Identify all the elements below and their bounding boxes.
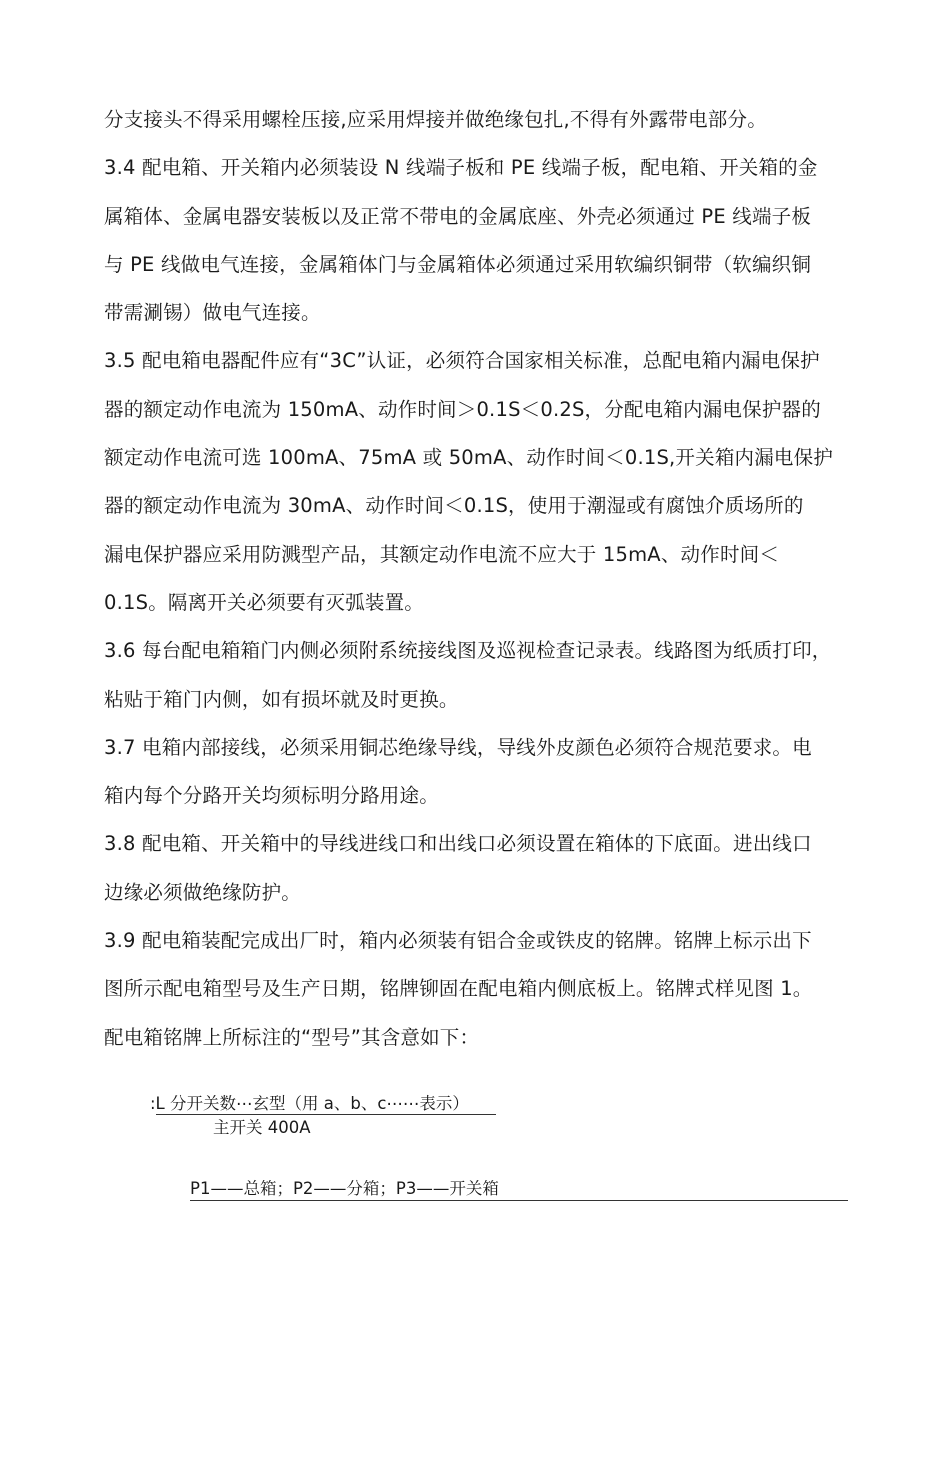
text-line: 箱内每个分路开关均须标明分路用途。 <box>104 784 439 808</box>
paragraph-3-9 <box>104 917 856 1062</box>
text-line: 边缘必须做绝缘防护。 <box>104 880 302 904</box>
text-line: 器的额定动作电流为 30mA、动作时间＜0.1S，使用于潮湿或有腐蚀介质场所的 <box>104 494 804 518</box>
text-line: 0.1S。隔离开关必须要有灭弧装置。 <box>104 590 424 614</box>
text-line: 属箱体、金属电器安装板以及正常不带电的金属底座、外壳必须通过 PE 线端子板 <box>104 204 812 228</box>
text-line: 3.6 每台配电箱箱门内侧必须附系统接线图及巡视检查记录表。线路图为纸质打印， <box>104 639 832 663</box>
diagram-label-switch-count: :L 分开关数⋯玄型（用 a、b、c⋯⋯表示） <box>150 1094 469 1113</box>
body-text <box>104 96 856 1062</box>
paragraph-3-5 <box>104 337 856 627</box>
text-line: 3.5 配电箱电器配件应有“3C”认证，必须符合国家相关标准，总配电箱内漏电保护 <box>104 349 820 373</box>
text-line: 粘贴于箱门内侧，如有损坏就及时更换。 <box>104 687 459 711</box>
diagram-underline <box>190 1200 848 1201</box>
paragraph-3-6 <box>104 627 856 724</box>
text-line: 分支接头不得采用螺栓压接,应采用焊接并做绝缘包扎,不得有外露带电部分。 <box>104 108 767 131</box>
text-line: 器的额定动作电流为 150mA、动作时间＞0.1S＜0.2S，分配电箱内漏电保护器的 <box>104 397 821 421</box>
text-line: 3.9 配电箱装配完成出厂时，箱内必须装有铝合金或铁皮的铭牌。铭牌上标示出下 <box>104 929 812 953</box>
paragraph-3-7 <box>104 724 856 821</box>
paragraph-3-8 <box>104 820 856 917</box>
diagram-label-main-switch: 主开关 400A <box>213 1118 311 1137</box>
diagram-label-box-type: P1——总箱；P2——分箱；P3——开关箱 <box>190 1179 499 1198</box>
text-line: 带需涮锡）做电气连接。 <box>104 301 321 325</box>
text-line: 3.7 电箱内部接线，必须采用铜芯绝缘导线，导线外皮颜色必须符合规范要求。电 <box>104 735 812 759</box>
text-line: 与 PE 线做电气连接，金属箱体门与金属箱体必须通过采用软编织铜带（软编织铜 <box>104 252 812 276</box>
text-line: 3.4 配电箱、开关箱内必须装设 N 线端子板和 PE 线端子板，配电箱、开关箱的金 <box>104 156 818 180</box>
text-line: 漏电保护器应采用防溅型产品，其额定动作电流不应大于 15mA、动作时间＜ <box>104 542 780 566</box>
paragraph-3-4 <box>104 144 856 337</box>
text-line: 3.8 配电箱、开关箱中的导线进线口和出线口必须设置在箱体的下底面。进出线口 <box>104 832 812 856</box>
diagram-underline <box>156 1114 496 1115</box>
text-line: 额定动作电流可选 100mA、75mA 或 50mA、动作时间＜0.1S,开关箱内漏电保护 <box>104 446 834 470</box>
text-line: 图所示配电箱型号及生产日期，铭牌铆固在配电箱内侧底板上。铭牌式样见图 1。 <box>104 977 813 1001</box>
text-line: 配电箱铭牌上所标注的“型号”其含意如下： <box>104 1025 480 1049</box>
paragraph-0 <box>104 96 856 144</box>
